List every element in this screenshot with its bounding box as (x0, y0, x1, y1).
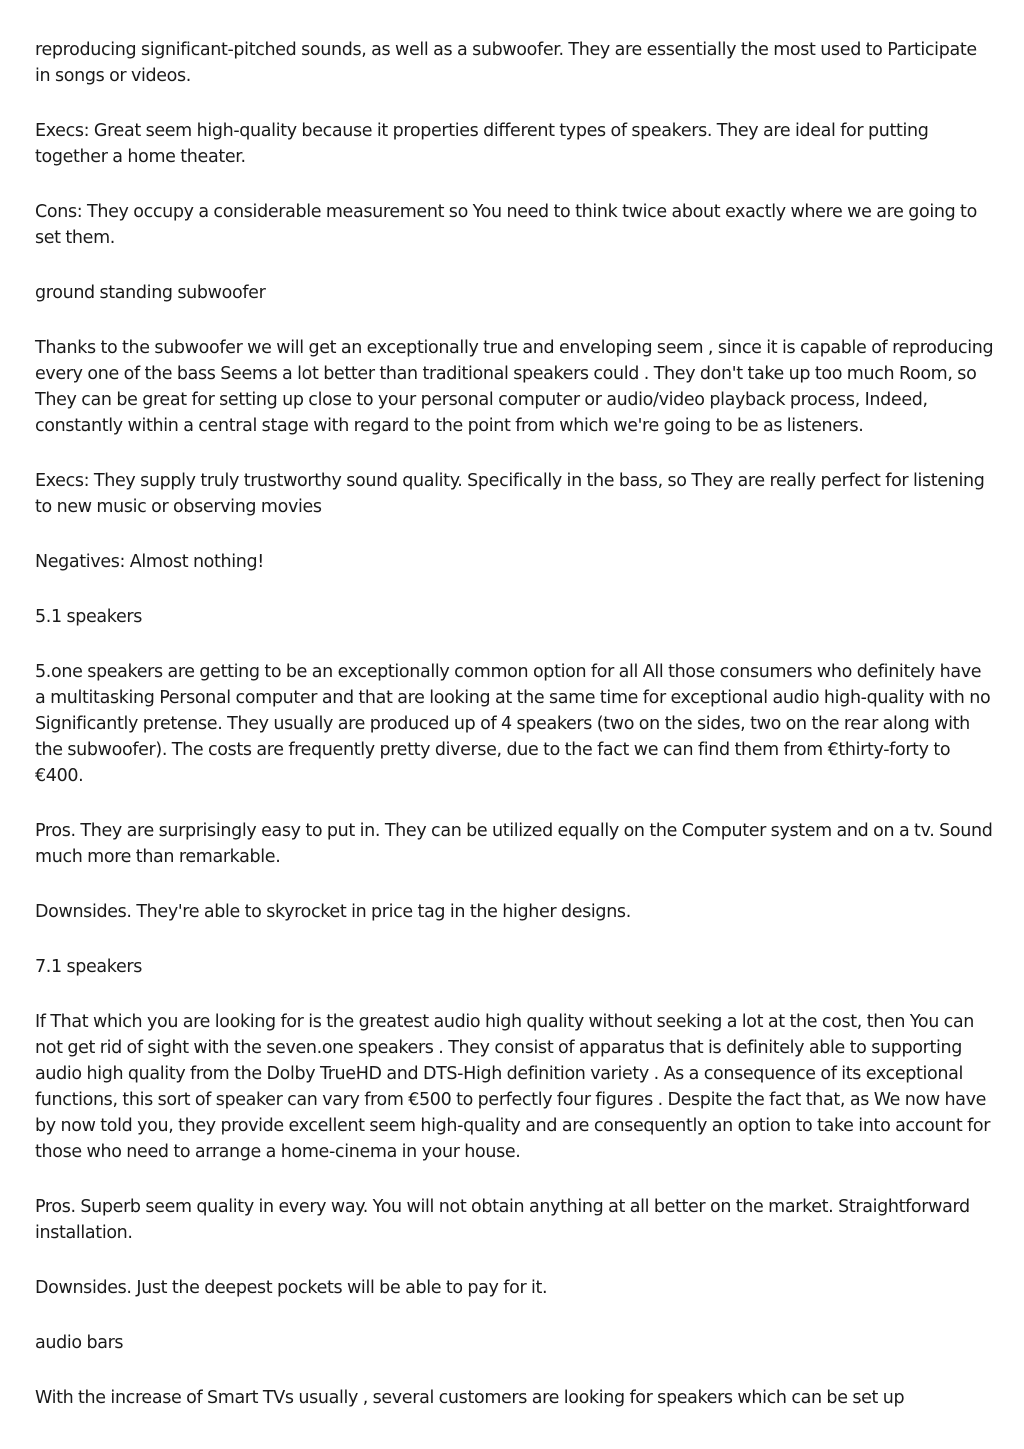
paragraph-5-1-downsides: Downsides. They're able to skyrocket in price tag in the higher designs. (35, 902, 631, 922)
heading-7-1-speakers: 7.1 speakers (35, 957, 142, 977)
heading-audio-bars: audio bars (35, 1333, 124, 1353)
paragraph-7-1-downsides: Downsides. Just the deepest pockets will be able to pay for it. (35, 1278, 548, 1298)
paragraph-7-1-pros: Pros. Superb seem quality in every way. You will not obtain anything at all better on the market. Straightforward installation. (35, 1197, 970, 1243)
paragraph-5-1-description: 5.one speakers are getting to be an exceptionally common option for all All those consumers who definitely have a multitasking Personal computer and that are looking at the same time for exceptional audio high-quality with no Significantly pretense. They usually are produced up of 4 speakers (two on the sides, two on the rear along with the subwoofer). The costs are frequently pretty diverse, due to the fact we can find them from €thirty-forty to €400. (35, 662, 991, 786)
paragraph-5-1-pros: Pros. They are surprisingly easy to put in. They can be utilized equally on the Computer system and on a tv. Sound much more than remarkable. (35, 821, 993, 867)
heading-5-1-speakers: 5.1 speakers (35, 607, 142, 627)
paragraph-execs-sound-quality: Execs: They supply truly trustworthy sound quality. Specifically in the bass, so They are really perfect for listening to new music or observing movies (35, 471, 985, 517)
paragraph-negatives: Negatives: Almost nothing! (35, 552, 264, 572)
paragraph-audio-bars-intro: With the increase of Smart TVs usually , several customers are looking for speakers which can be set up (35, 1388, 905, 1408)
paragraph-execs-home-theater: Execs: Great seem high-quality because it properties different types of speakers. They are ideal for putting together a home theater. (35, 121, 929, 167)
heading-ground-standing-subwoofer: ground standing subwoofer (35, 283, 266, 303)
paragraph-cons-measurement: Cons: They occupy a considerable measurement so You need to think twice about exactly where we are going to set them. (35, 202, 977, 248)
paragraph-intro-continued: reproducing significant-pitched sounds, as well as a subwoofer. They are essentially the most used to Participate in songs or videos. (35, 40, 977, 86)
paragraph-7-1-description: If That which you are looking for is the greatest audio high quality without seeking a lot at the cost, then You can not get rid of sight with the seven.one speakers . They consist of apparatus that is definitely able to supporting audio high quality from the Dolby TrueHD and DTS-High definition variety . As a consequence of its exceptional functions, this sort of speaker can vary from €500 to perfectly four figures . Despite the fact that, as We now have by now told you, they provide excellent seem high-quality and are consequently an option to take into account for those who need to arrange a home-cinema in your house. (35, 1012, 991, 1162)
paragraph-subwoofer-description: Thanks to the subwoofer we will get an exceptionally true and enveloping seem , since it is capable of reproducing every one of the bass Seems a lot better than traditional speakers could . They don't take up too much Room, so They can be great for setting up close to your personal computer or audio/video playback process, Indeed, constantly within a central stage with regard to the point from which we're going to be as listeners. (35, 338, 994, 436)
